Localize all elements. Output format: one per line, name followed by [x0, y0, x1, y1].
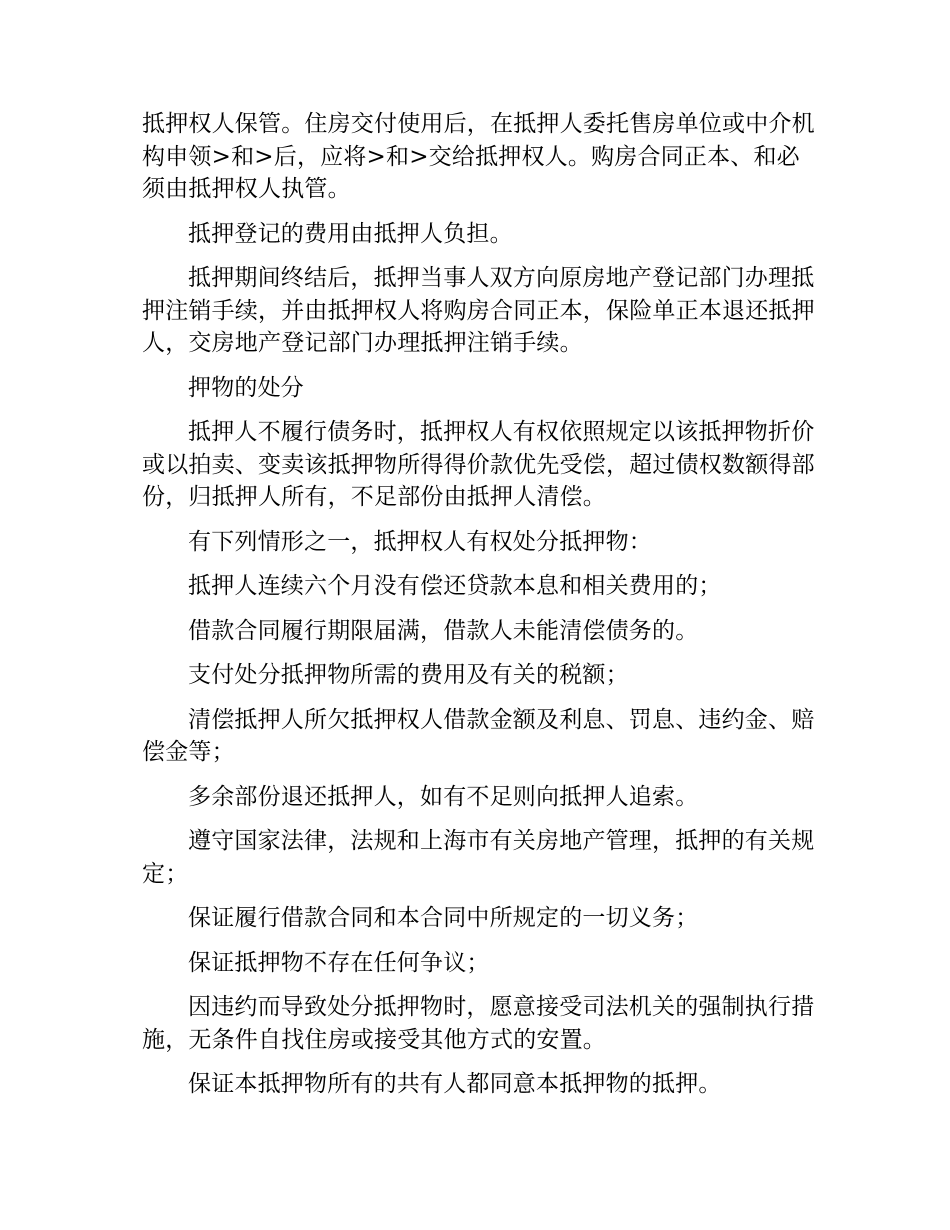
list-item-six-months-default: 抵押人连续六个月没有偿还贷款本息和相关费用的；: [188, 573, 722, 599]
document-page: [142, 108, 822, 1113]
list-item-fulfill-obligations: 保证履行借款合同和本合同中所规定的一切义务；: [188, 905, 699, 931]
list-item-accept-enforcement: 因违约而导致处分抵押物时，愿意接受司法机关的强制执行措施，无条件自找住房或接受其他方式的安置。: [142, 994, 815, 1053]
paragraph-default-disposal: 抵押人不履行债务时，抵押权人有权依照规定以该抵押物折价或以拍卖、变卖该抵押物所得得价款优先受偿，超过债权数额得部份，归抵押人所有，不足部份由抵押人清偿。: [142, 419, 815, 510]
list-item-co-owners-consent: 保证本抵押物所有的共有人都同意本抵押物的抵押。: [188, 1071, 722, 1097]
paragraph-mortgage-termination: 抵押期间终结后，抵押当事人双方向原房地产登记部门办理抵押注销手续，并由抵押权人将购房合同正本，保险单正本退还抵押人，交房地产登记部门办理抵押注销手续。: [142, 265, 815, 356]
list-item-no-dispute: 保证抵押物不存在任何争议；: [188, 949, 490, 976]
list-item-loan-term-expired: 借款合同履行期限届满，借款人未能清偿债务的。: [188, 617, 699, 644]
list-item-surplus-refund: 多余部份退还抵押人，如有不足则向抵押人追索。: [188, 783, 699, 810]
list-item-obey-laws: 遵守国家法律，法规和上海市有关房地产管理，抵押的有关规定；: [142, 828, 815, 887]
paragraph-disposal-conditions: 有下列情形之一，抵押权人有权处分抵押物：: [188, 528, 652, 555]
list-item-disposal-fees: 支付处分抵押物所需的费用及有关的税额；: [188, 662, 629, 688]
section-heading-disposal: 押物的处分: [188, 374, 304, 401]
list-item-repay-debts: 清偿抵押人所欠抵押权人借款金额及利息、罚息、违约金、赔偿金等；: [142, 706, 815, 765]
paragraph-registration-fee: 抵押登记的费用由抵押人负担。: [188, 220, 513, 247]
paragraph-mortgagee-custody: 抵押权人保管。住房交付使用后，在抵押人委托售房单位或中介机构申领>和>后，应将>和>交给抵押权人。购房合同正本、和必须由抵押权人执管。: [142, 111, 815, 202]
